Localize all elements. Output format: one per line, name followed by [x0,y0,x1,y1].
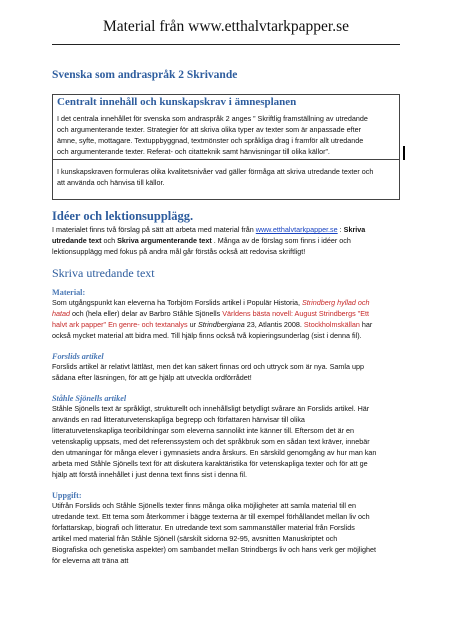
ideas-line: utredande text och Skriva argumenterande text . Många av de förslag som finns i idéer och [52,236,351,245]
uppgift-line: Biografiska och genetiska aspekter) om sambandet mellan Strindbergs liv och hans verk ger möjlighet [52,545,376,554]
box-line: och argumenterande texter. Referat- och citatteknik samt hänvisningar till olika källor”. [57,147,330,156]
ideas-line: lektionsupplägg med fokus på andra mål går förstås också att redovisa skriftligt! [52,247,306,256]
sjonell-line: används en rad litteraturvetenskapliga begrepp och författaren hänvisar till olika [52,415,305,424]
ideas-line: I materialet finns två förslag på sätt att arbeta med material från www.etthalvtarkpapper.se : Skriva [52,225,366,234]
uppgift-line: för eleverna att träna att [52,556,129,565]
uppgift-line: Utifrån Forslids och Ståhle Sjönells texter finns många olika möjligheter att samla material till en [52,501,357,510]
uppgift-line: artikel med material från Ståhle Sjönell (särskilt sidorna 92-95, avsnitten Manuskriptet och [52,534,338,543]
curriculum-box [52,94,400,200]
material-heading: Material: [52,288,86,297]
sjonell-line: hjälp att förstå innehållet i just denna text finns sist i denna fil. [52,470,247,479]
uppgift-line: författarskap, biografi och litteratur. En utredande text som sammanställer material från Forslids [52,523,355,532]
forslid-line: Forslids artikel är relativt lättläst, men det kan säkert finnas ord och uttryck som är nya. Samla upp [52,362,364,371]
sjonell-line: den utmaningar för många elever i gymnasiets andra årskurs. En särskild genomgång av hur man kan [52,448,377,457]
margin-mark [403,146,405,160]
sjonell-line: arbeta med Ståhle Sjönells text för att diskutera karaktäristika för vetenskapliga texter och för att ge [52,459,368,468]
header-divider [52,44,400,45]
box-line: och argumenterande texter. Strategier för att skriva olika typer av texter som är anpassade efter [57,125,362,134]
sjonell-line: Ståhle Sjönells text är språkligt, strukturellt och innehållsligt betydligt svårare än Forslids artikel. Här [52,404,370,413]
material-line: hatad och (hela eller) delar av Barbro Ståhle Sjönells Världens bästa novell: August Strindbergs "Ett [52,309,370,318]
box-line: att använda och hänvisa till källor. [57,178,165,187]
ideas-heading: Idéer och lektionsupplägg. [52,209,194,223]
material-line: halvt ark papper" En genre- och textanalys ur Strindbergiana 23, Atlantis 2008. Stockholmskällan har [52,320,373,329]
utredande-heading: Skriva utredande text [52,266,155,280]
uppgift-heading: Uppgift: [52,491,82,500]
forslid-heading: Forslids artikel [52,352,104,361]
forslid-line: sådana efter läsningen, för att ge hjälp att utveckla ordförrådet! [52,373,252,382]
box-line: I det centrala innehållet för svenska som andraspråk 2 anges ” Skriftlig framställning av utredande [57,114,368,123]
page-header-title: Material från www.etthalvtarkpapper.se [102,18,350,35]
uppgift-line: utredande text. Ett tema som återkommer i bägge texterna är till exempel förhållandet mellan liv och [52,512,370,521]
box-line: ämne, syfte, mottagare. Textuppbyggnad, textmönster och språkliga drag i framför allt utredande [57,136,364,145]
box-line: I kunskapskraven formuleras olika kvalitetsnivåer vad gäller förmåga att skriva utredande texter och [57,167,374,176]
sjonell-line: vetenskaplig uppsats, med det referenssystem och det språkbruk som en sådan text kräver, innebär [52,437,370,446]
material-line: Som utgångspunkt kan eleverna ha Torbjörn Forslids artikel i Populär Historia, Strindberg hyllad och [52,298,370,307]
sjonell-line: litteraturvetenskapliga teoribildningar som eleverna sannolikt inte känner till. Eftersom det är en [52,426,355,435]
material-line: också mycket material att bidra med. Till hjälp finns också två kopieringsunderlag (sist i denna fil). [52,331,362,340]
box-title: Centralt innehåll och kunskapskrav i ämnesplanen [57,96,297,108]
site-link[interactable]: www.etthalvtarkpapper.se [255,225,338,234]
sjonell-heading: Ståhle Sjönells artikel [52,394,127,403]
section-heading: Svenska som andraspråk 2 Skrivande [52,69,238,81]
box-divider [53,159,399,160]
